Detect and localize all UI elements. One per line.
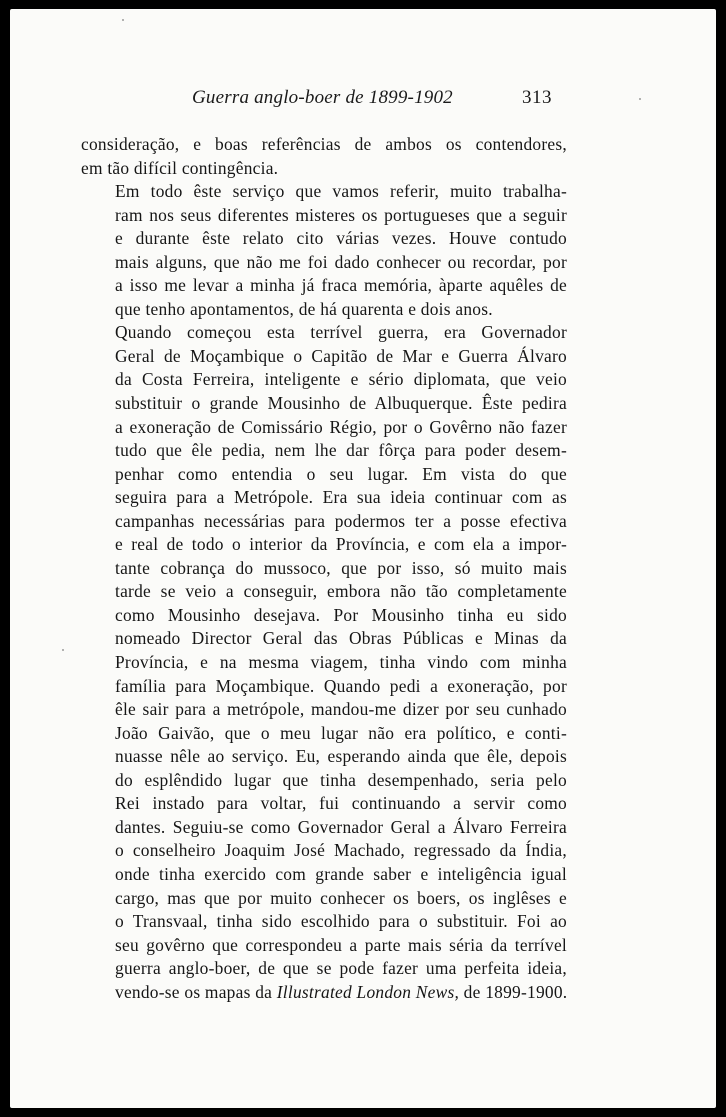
text-line: mais alguns, que não me foi dado conhecer ou recordar, por <box>115 251 567 272</box>
paragraph-1 <box>81 133 567 180</box>
text-line: substituir o grande Mousinho de Albuquerque. Êste pedira <box>115 393 567 414</box>
text-line: que tenho apontamentos, de há quarenta e dois anos. <box>115 298 493 319</box>
scan-speck <box>122 19 124 21</box>
text-line: como Mousinho desejava. Por Mousinho tinha eu sido <box>115 604 567 625</box>
text-line: e real de todo o interior da Província, e com ela a impor- <box>115 534 567 555</box>
text-line: e durante êste relato cito várias vezes. Houve contudo <box>115 228 567 249</box>
text-line: seguira para a Metrópole. Era sua ideia continuar com as <box>115 487 567 508</box>
body-text <box>81 133 567 1004</box>
text-line: tudo que êle pedia, nem lhe dar fôrça para poder desem- <box>115 440 567 461</box>
book-page <box>10 9 716 1108</box>
text-line: onde tinha exercido com grande saber e inteligência igual <box>115 863 567 884</box>
page-header <box>10 87 716 113</box>
final-text-line <box>81 981 567 1005</box>
text-line: nomeado Director Geral das Obras Públicas e Minas da <box>115 628 567 649</box>
text-line: campanhas necessárias para podermos ter a posse efectiva <box>115 510 567 531</box>
text-line: seu govêrno que correspondeu a parte mais séria da terrível <box>115 934 567 955</box>
text-line: o conselheiro Joaquim José Machado, regressado da Índia, <box>115 840 567 861</box>
text-line: penhar como entendia o seu lugar. Em vista do que <box>115 463 567 484</box>
text-line: tante cobrança do mussoco, que por isso, só muito mais <box>115 557 567 578</box>
text-line: em tão difícil contingência. <box>81 157 279 178</box>
scan-speck <box>62 649 64 651</box>
scan-speck <box>639 98 641 100</box>
final-line-after: de 1899-1900. <box>459 981 568 1002</box>
text-line: do esplêndido lugar que tinha desempenhado, seria pelo <box>115 769 567 790</box>
text-line: o Transvaal, tinha sido escolhido para o substituir. Foi ao <box>115 911 567 932</box>
text-line: João Gaivão, que o meu lugar não era político, e conti- <box>115 722 567 743</box>
text-line: nuasse nêle ao serviço. Eu, esperando ainda que êle, depois <box>115 746 567 767</box>
text-line: Em todo êste serviço que vamos referir, muito trabalha- <box>115 181 567 202</box>
page-number: 313 <box>522 87 552 108</box>
running-title: Guerra anglo-boer de 1899-1902 <box>192 87 453 108</box>
paragraph-2 <box>81 180 567 321</box>
periodical-title: Illustrated London News, <box>276 981 460 1002</box>
final-line-before: vendo-se os mapas da <box>115 981 277 1002</box>
text-line: tarde se veio a conseguir, embora não tão completamente <box>115 581 567 602</box>
text-line: consideração, e boas referências de ambos os contendores, <box>81 134 567 154</box>
paragraph-3 <box>81 321 567 1004</box>
text-line: da Costa Ferreira, inteligente e sério diplomata, que veio <box>115 369 567 390</box>
text-line: Província, e na mesma viagem, tinha vindo com minha <box>115 652 567 673</box>
text-line: guerra anglo-boer, de que se pode fazer uma perfeita ideia, <box>115 958 567 979</box>
text-line: êle sair para a metrópole, mandou-me dizer por seu cunhado <box>115 699 567 720</box>
text-line: família para Moçambique. Quando pedi a exoneração, por <box>115 675 567 696</box>
text-line: cargo, mas que por muito conhecer os boers, os inglêses e <box>115 887 567 908</box>
text-line: a isso me levar a minha já fraca memória, àparte aquêles de <box>115 275 567 296</box>
text-line: Geral de Moçambique o Capitão de Mar e Guerra Álvaro <box>115 345 567 366</box>
text-line: a exoneração de Comissário Régio, por o Govêrno não fazer <box>115 416 567 437</box>
text-line: ram nos seus diferentes misteres os portugueses que a seguir <box>115 204 567 225</box>
text-line: Rei instado para voltar, fui continuando a servir como <box>115 793 567 814</box>
text-line: Quando começou esta terrível guerra, era Governador <box>115 322 567 343</box>
text-line: dantes. Seguiu-se como Governador Geral a Álvaro Ferreira <box>115 816 567 837</box>
